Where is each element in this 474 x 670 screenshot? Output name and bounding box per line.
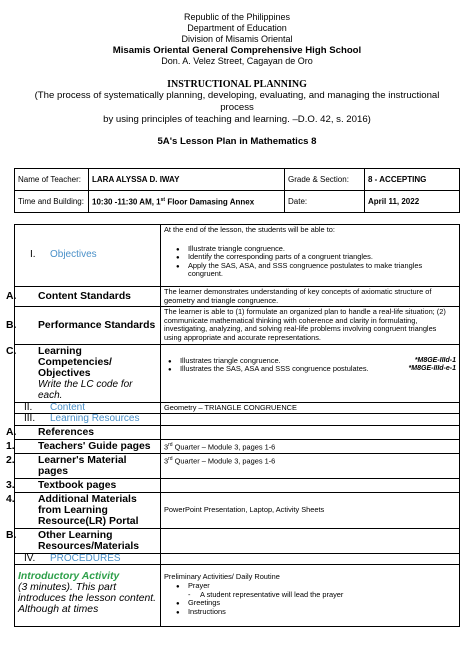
intro-activity-label: Introductory Activity: [18, 571, 120, 583]
intro-activity-label-cell: [15, 565, 161, 627]
references-label-cell: [6, 425, 161, 439]
planning-title: INSTRUCTIONAL PLANNING: [167, 79, 307, 90]
competency-item: [168, 365, 456, 374]
intro-activity-list-cont: [176, 599, 456, 616]
performance-standards-label: Performance Standards: [38, 319, 156, 331]
routine-item: ● Greetings: [176, 599, 456, 608]
textbook-num: 3.: [6, 479, 15, 491]
planning-desc-line-1: (The process of systematically planning, developing, evaluating, and managing the instructional process: [34, 90, 440, 113]
teachers-guide-row: [15, 439, 460, 453]
learners-material-label: Learner's Material pages: [38, 454, 127, 477]
competency-code: *M8GE-IIId-e-1: [408, 365, 456, 373]
learners-material-sup: rd: [168, 455, 173, 462]
textbook-label-cell: [6, 478, 161, 492]
objective-item: ● Illustrate triangle congruence.: [176, 245, 456, 254]
date-value: April 11, 2022: [365, 191, 460, 213]
additional-materials-text: PowerPoint Presentation, Laptop, Activity Sheets: [161, 492, 460, 528]
performance-standards-text: The learner is able to (1) formulate an organized plan to handle a real-life situation; (2) communicate mathematical thinking with coherence and clarity in formulating, investigating, analyzing, and solving real-life problems involving congruent triangles using appropriate and accurate representations.: [161, 307, 460, 344]
other-resources-num: B.: [6, 529, 17, 541]
additional-materials-label-cell: [6, 492, 161, 528]
competencies-label: Learning Competencies/ Objectives: [38, 345, 112, 379]
other-resources-empty: [161, 528, 460, 553]
learners-material-row: [15, 453, 460, 478]
content-label: Content: [50, 401, 86, 413]
objectives-label-cell: [15, 225, 161, 287]
teachers-guide-quarter: 3: [164, 442, 169, 452]
teacher-info-table: [14, 168, 460, 213]
procedures-row: [15, 553, 460, 565]
learners-material-module: Quarter – Module 3, pages 1-6: [172, 456, 276, 466]
teachers-guide-text: [161, 439, 460, 453]
time-value-sup: st: [160, 196, 166, 203]
objectives-num: I.: [30, 249, 36, 261]
content-standards-text: The learner demonstrates understanding of key concepts of axiomatic structure of geometry and triangle congruence.: [161, 287, 460, 307]
country-line: Republic of the Philippines: [183, 12, 291, 22]
competencies-row: [15, 344, 460, 402]
teacher-label: Name of Teacher:: [15, 169, 89, 191]
textbook-empty: [161, 478, 460, 492]
learners-material-text: [161, 453, 460, 478]
lesson-plan-title: 5A's Lesson Plan in Mathematics 8: [157, 136, 317, 147]
references-empty: [161, 425, 460, 439]
learning-resources-label-cell: [15, 414, 161, 426]
competencies-list: [168, 357, 456, 374]
performance-standards-label-cell: [6, 307, 161, 344]
teachers-guide-label-cell: [6, 439, 161, 453]
procedures-label: PROCEDURES: [50, 552, 121, 564]
objectives-intro: At the end of the lesson, the students will be able to:: [164, 225, 335, 234]
learning-resources-empty: [161, 414, 460, 426]
procedures-label-cell: [15, 553, 161, 565]
grade-label: Grade & Section:: [285, 169, 365, 191]
objectives-row: [15, 225, 460, 287]
routine-item: ● Instructions: [176, 608, 456, 617]
division-line: Division of Misamis Oriental: [181, 34, 293, 44]
competencies-note: Write the LC code for each.: [38, 378, 133, 401]
time-label: Time and Building:: [15, 191, 89, 213]
objective-item: ● Identify the corresponding parts of a congruent triangles.: [176, 253, 456, 262]
procedures-num: IV.: [24, 552, 36, 564]
routine-item: ● Prayer: [176, 582, 456, 591]
date-label: Date:: [285, 191, 365, 213]
competency-code: *M8GE-IIId-1: [414, 356, 456, 364]
additional-materials-row: [15, 492, 460, 528]
grade-value: 8 - ACCEPTING: [365, 169, 460, 191]
info-row: [15, 169, 460, 191]
intro-activity-row: [15, 565, 460, 627]
objectives-list: [176, 245, 456, 279]
content-standards-label: Content Standards: [38, 291, 131, 303]
school-address: Don. A. Velez Street, Cagayan de Oro: [161, 56, 313, 66]
learning-resources-label: Learning Resources: [50, 413, 140, 425]
other-resources-label-cell: [6, 528, 161, 553]
objectives-content-cell: [161, 225, 460, 287]
time-value-text: 10:30 -11:30 AM, 1: [92, 197, 161, 207]
time-value-building: Floor Damasing Annex: [165, 197, 255, 207]
teachers-guide-num: 1.: [6, 440, 15, 452]
content-text: Geometry – TRIANGLE CONGRUENCE: [161, 402, 460, 414]
references-num: A.: [6, 426, 17, 438]
competency-text: Illustrates triangle congruence.: [180, 355, 281, 365]
content-row: [15, 402, 460, 414]
time-value: [89, 191, 285, 213]
objectives-label: Objectives: [50, 249, 97, 261]
competencies-num: C.: [6, 345, 17, 357]
planning-description: [24, 90, 450, 126]
textbook-label: Textbook pages: [38, 479, 117, 491]
content-standards-num: A.: [6, 291, 17, 303]
info-row: [15, 191, 460, 213]
competencies-content-cell: [161, 344, 460, 402]
textbook-row: [15, 478, 460, 492]
procedures-empty: [161, 553, 460, 565]
references-label: References: [38, 426, 95, 438]
teacher-value: LARA ALYSSA D. IWAY: [89, 169, 285, 191]
other-resources-label: Other Learning Resources/Materials: [38, 529, 140, 552]
other-resources-row: [15, 528, 460, 553]
learning-resources-row: [15, 414, 460, 426]
learners-material-quarter: 3: [164, 456, 169, 466]
learning-resources-num: III.: [24, 413, 36, 425]
competencies-label-cell: [6, 344, 161, 402]
intro-activity-heading: Preliminary Activities/ Daily Routine: [164, 572, 280, 582]
teachers-guide-sup: rd: [168, 441, 173, 448]
intro-activity-note: (3 minutes). This part introduces the lesson content. Although at times: [18, 582, 157, 615]
teachers-guide-label: Teachers' Guide pages: [38, 440, 151, 452]
lesson-plan-table: [6, 224, 460, 627]
content-standards-row: [15, 287, 460, 307]
additional-materials-label: Additional Materials from Learning Resource(LR) Portal: [38, 493, 139, 527]
performance-standards-row: [15, 307, 460, 344]
planning-desc-line-2: by using principles of teaching and learning. –D.O. 42, s. 2016): [103, 114, 371, 125]
intro-activity-content-cell: [161, 565, 460, 627]
school-name: Misamis Oriental General Comprehensive High School: [112, 45, 362, 56]
additional-materials-num: 4.: [6, 493, 15, 505]
references-row: [15, 425, 460, 439]
content-standards-label-cell: [6, 287, 161, 307]
learners-material-label-cell: [6, 453, 161, 478]
content-label-cell: [15, 402, 161, 414]
teachers-guide-module: Quarter – Module 3, pages 1-6: [172, 442, 276, 452]
competency-text: Illustrates the SAS, ASA and SSS congruence postulates.: [180, 364, 369, 374]
learners-material-num: 2.: [6, 454, 15, 466]
objective-item: ● Apply the SAS, ASA, and SSS congruence postulates to make triangles congruent.: [176, 262, 456, 279]
routine-subitem: - A student representative will lead the prayer: [176, 591, 456, 600]
performance-standards-num: B.: [6, 319, 17, 331]
department-line: Department of Education: [187, 23, 287, 33]
content-num: II.: [24, 401, 33, 413]
document-header: [0, 12, 474, 67]
